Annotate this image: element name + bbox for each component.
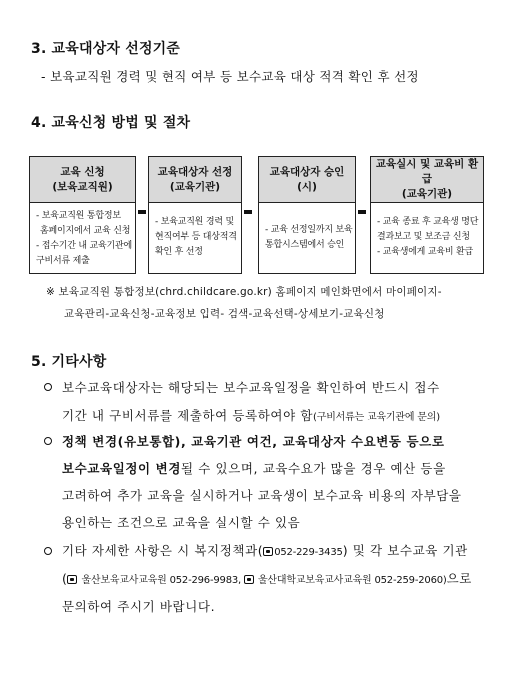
phone-icon xyxy=(244,575,254,584)
step-box-select xyxy=(148,156,242,274)
step-title: 교육 신청 xyxy=(60,165,105,178)
bullet-circle-icon xyxy=(44,437,52,445)
flow-arrow-icon xyxy=(138,210,146,214)
step-header xyxy=(149,157,241,203)
bullet-text: 문의하여 주시기 바랍니다. xyxy=(62,599,216,614)
step-description: - 교육 선정일까지 보육 통합시스템에서 승인 xyxy=(265,225,353,250)
phone-icon xyxy=(67,575,77,584)
bullet-text: 기간 내 구비서류를 제출하여 등록하여야 함(구비서류는 교육기관에 문의) xyxy=(62,408,440,423)
bullet-text: 용인하는 조건으로 교육을 실시할 수 있음 xyxy=(62,515,301,530)
step-description: - 교육 종료 후 교육생 명단 결과보고 및 보조금 신청 - 교육생에게 교육비 환급 xyxy=(377,217,479,257)
step-title: 교육실시 및 교육비 환급 xyxy=(375,158,479,185)
bullet-circle-icon xyxy=(44,547,52,555)
step-box-apply xyxy=(29,156,136,274)
bullet-text: 보수교육일정이 변경될 수 있으며, 교육수요가 많을 경우 예산 등을 xyxy=(62,461,446,476)
step-header xyxy=(371,157,483,203)
section3-title: 3. 교육대상자 선정기준 xyxy=(31,41,181,57)
step-title: 교육대상자 선정 xyxy=(157,165,233,178)
step-header xyxy=(30,157,135,203)
section5-title: 5. 기타사항 xyxy=(31,354,107,370)
flow-arrow-icon xyxy=(358,210,366,214)
bullet-text: 기타 자세한 사항은 시 복지정책과( 052-229-3435) 및 각 보수교육 기관 xyxy=(62,543,468,558)
step-title: 교육대상자 승인 xyxy=(269,165,345,178)
phone-icon xyxy=(263,547,273,556)
step-role: (보육교직원) xyxy=(52,180,113,193)
bullet-text: 정책 변경(유보통합), 교육기관 여건, 교육대상자 수요변동 등으로 xyxy=(62,434,445,449)
step-description: - 보육교직원 경력 및 현직여부 등 대상적격 확인 후 선정 xyxy=(155,217,237,257)
flow-arrow-icon xyxy=(244,210,252,214)
step-box-approve xyxy=(258,156,356,274)
step-role: (교육기관) xyxy=(169,180,221,193)
note-line: ※ 보육교직원 통합정보(chrd.childcare.go.kr) 홈페이지 메인화면에서 마이페이지- xyxy=(46,286,442,298)
bullet-text: ( 울산보육교사교육원 052-296-9983, 울산대학교보육교사교육원 052-259-2060)으로 xyxy=(62,571,472,586)
note-line: 교육관리-교육신청-교육정보 입력- 검색-교육선택-상세보기-교육신청 xyxy=(64,308,385,320)
step-description: - 보육교직원 통합정보 홈페이지에서 교육 신청 - 접수기간 내 교육기관에 구비서류 제출 xyxy=(36,211,132,266)
bullet-circle-icon xyxy=(44,383,52,391)
step-header xyxy=(259,157,355,203)
step-box-refund xyxy=(370,156,484,274)
bullet-text: 보수교육대상자는 해당되는 보수교육일정을 확인하여 반드시 접수 xyxy=(62,380,440,395)
bullet-text: 고려하여 추가 교육을 실시하거나 교육생이 보수교육 비용의 자부담을 xyxy=(62,488,462,503)
step-role: (교육기관) xyxy=(401,188,453,200)
step-role: (시) xyxy=(297,180,317,193)
section4-title: 4. 교육신청 방법 및 절차 xyxy=(31,115,191,131)
section3-item: - 보육교직원 경력 및 현직 여부 등 보수교육 대상 적격 확인 후 선정 xyxy=(41,69,419,84)
